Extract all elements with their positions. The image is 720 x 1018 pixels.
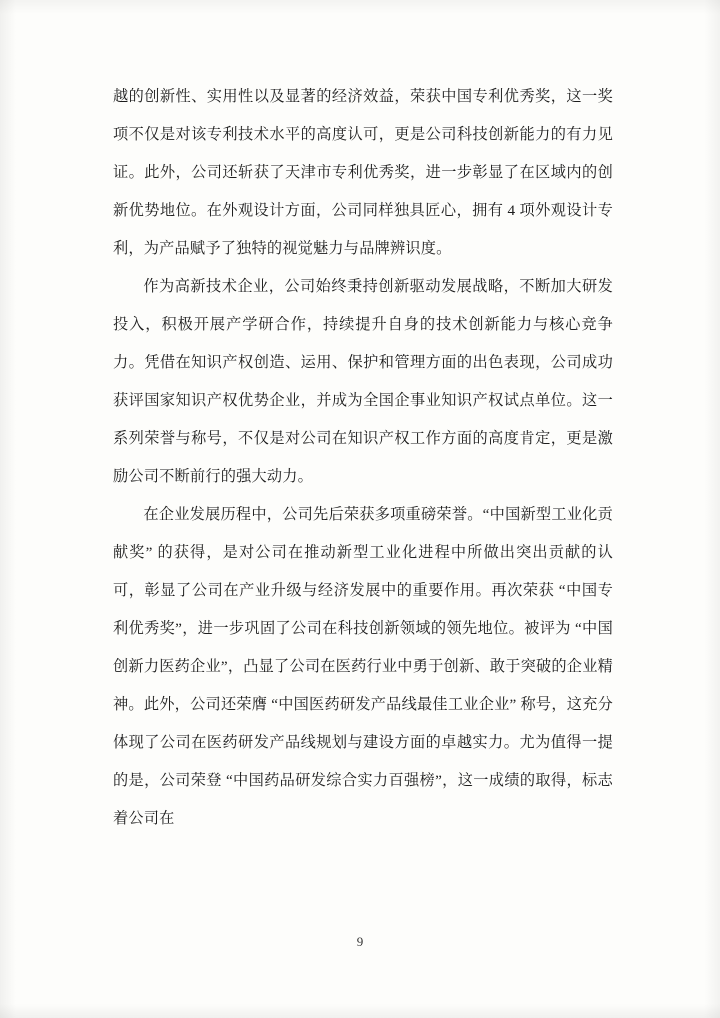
page-edge-shading-left [0, 0, 16, 1018]
paragraph: 在企业发展历程中，公司先后荣获多项重磅荣誉。“中国新型工业化贡献奖” 的获得，是对公司在推动新型工业化进程中所做出突出贡献的认可，彰显了公司在产业升级与经济发展中的重要作用。再次荣获 “中国专利优秀奖”，进一步巩固了公司在科技创新领域的领先地位。被评为 “中国创新力医药企业”，凸显了公司在医药行业中勇于创新、敢于突破的企业精神。此外，公司还荣膺 “中国医药研发产品线最佳工业企业” 称号，这充分体现了公司在医药研发产品线规划与建设方面的卓越实力。尤为值得一提的是，公司荣登 “中国药品研发综合实力百强榜”，这一成绩的取得，标志着公司在 [113, 506, 613, 827]
page-number: 9 [356, 934, 364, 949]
page-edge-shading-right [704, 0, 720, 1018]
paragraph: 作为高新技术企业，公司始终秉持创新驱动发展战略，不断加大研发投入，积极开展产学研合作，持续提升自身的技术创新能力与核心竞争力。凭借在知识产权创造、运用、保护和管理方面的出色表现，公司成功获评国家知识产权优势企业，并成为全国企事业知识产权试点单位。这一系列荣誉与称号，不仅是对公司在知识产权工作方面的高度肯定，更是激励公司不断前行的强大动力。 [113, 278, 613, 485]
page-text-body [113, 78, 613, 838]
page-edge-shading-top [0, 0, 720, 14]
paragraph: 越的创新性、实用性以及显著的经济效益，荣获中国专利优秀奖，这一奖项不仅是对该专利技术水平的高度认可，更是公司科技创新能力的有力见证。此外，公司还斩获了天津市专利优秀奖，进一步彰显了在区域内的创新优势地位。在外观设计方面，公司同样独具匠心，拥有 4 项外观设计专利，为产品赋予了独特的视觉魅力与品牌辨识度。 [113, 88, 613, 257]
page-edge-shading-bottom [0, 1004, 720, 1018]
